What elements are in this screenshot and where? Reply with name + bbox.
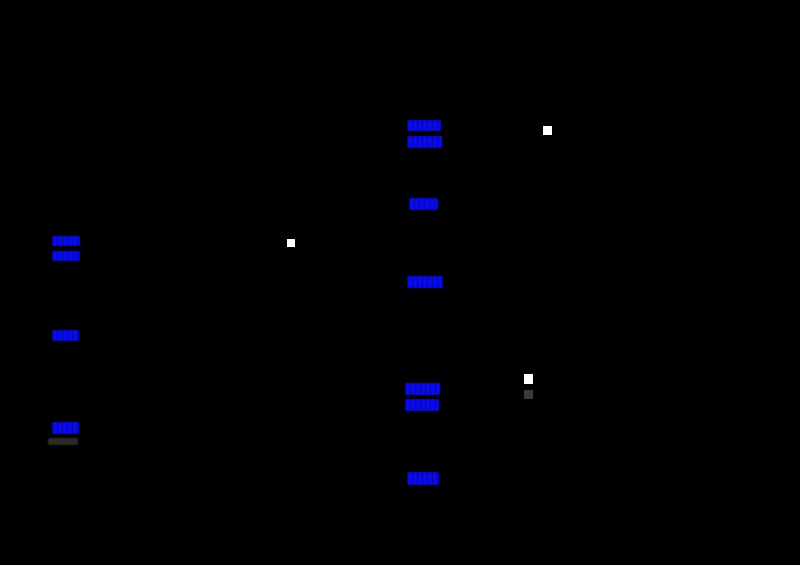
- mid-label-5-label-blob[interactable]: [407, 472, 439, 485]
- mid-label-4b-label-blob[interactable]: [405, 399, 439, 411]
- left-label-2-label-blob[interactable]: [52, 330, 79, 341]
- marker-square-4-icon: [524, 390, 533, 399]
- mid-label-3-label-blob[interactable]: [407, 276, 443, 288]
- left-label-1b-label-blob[interactable]: [52, 251, 80, 261]
- mid-label-1b-label-blob[interactable]: [407, 136, 442, 148]
- left-label-3-label-blob[interactable]: [52, 422, 79, 434]
- mid-label-1a-label-blob[interactable]: [407, 120, 441, 131]
- mid-label-2-label-blob[interactable]: [409, 198, 438, 210]
- marker-square-3-icon: [524, 374, 533, 384]
- mid-label-4a-label-blob[interactable]: [405, 383, 440, 395]
- left-label-3-subline-label-blob: [48, 438, 78, 445]
- left-label-1a-label-blob[interactable]: [52, 236, 80, 246]
- marker-square-1-icon: [287, 239, 295, 247]
- marker-square-2-icon: [543, 126, 552, 135]
